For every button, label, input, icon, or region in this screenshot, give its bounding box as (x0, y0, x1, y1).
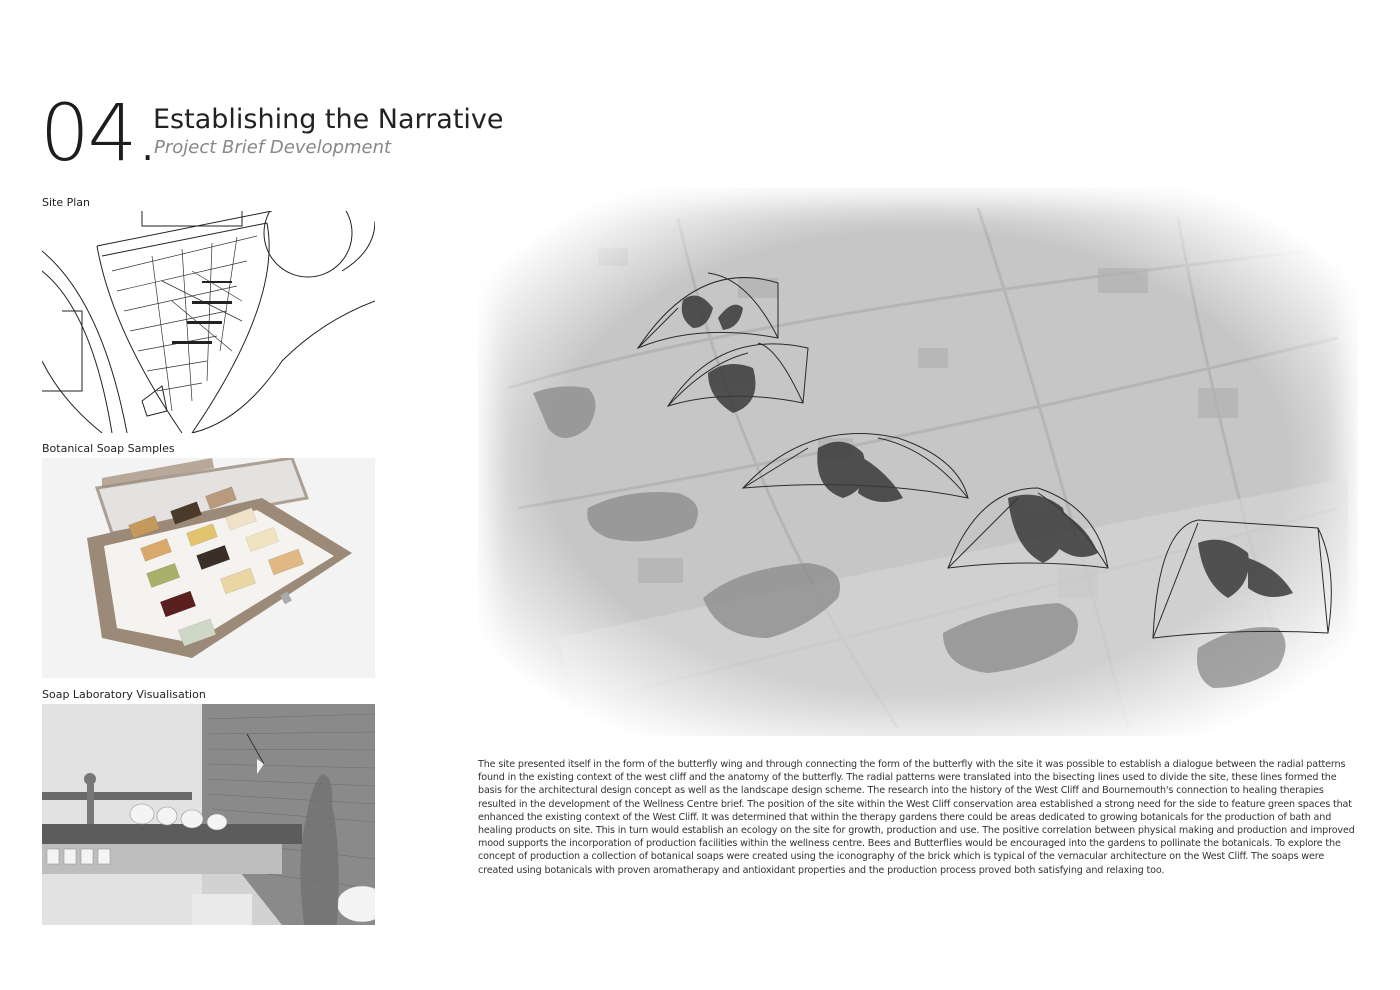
page-subtitle: Project Brief Development (154, 137, 392, 158)
soap-samples-photo (42, 458, 375, 678)
soap-lab-label: Soap Laboratory Visualisation (42, 688, 206, 701)
site-plan-label: Site Plan (42, 196, 91, 209)
soap-samples-label: Botanical Soap Samples (42, 442, 175, 455)
soap-lab-render (42, 704, 375, 925)
narrative-paragraph: The site presented itself in the form of the butterfly wing and through connecting the form of the butterfly with the site it was possible to establish a dialogue between the radial patterns found in the existing context of the west cliff and the anatomy of the butterfly. The radial patterns were translated into the bisecting lines used to divide the site, these lines formed the basis for the architectural design concept as well as the landscape design scheme. The research into the history of the West Cliff and Bournemouth's connection to healing therapies resulted in the development of the Wellness Centre brief. The position of the site within the West Cliff conservation area established a strong need for the side to feature green spaces that enhanced the existing context of the West Cliff. It was determined that within the therapy gardens there could be areas dedicated to growing botanicals for the production of bath and healing products on site. This in turn would establish an ecology on the site for growth, production and use. The positive correlation between physical making and production and improved mood supports the incorporation of production facilities within the wellness centre. Bees and Butterflies would be encouraged into the gardens to pollinate the botanicals. To explore the concept of production a collection of botanical soaps were created using the iconography of the brick which is typical of the vernacular architecture on the West Cliff. The soaps were created using botanicals with proven aromatherapy and antioxidant properties and the production process proved both satisfying and relaxing too. (478, 759, 1355, 876)
aerial-butterfly-visualisation (478, 188, 1358, 736)
site-plan-drawing (42, 211, 375, 433)
section-number: 04. (40, 89, 159, 179)
page-title: Establishing the Narrative (153, 104, 504, 135)
